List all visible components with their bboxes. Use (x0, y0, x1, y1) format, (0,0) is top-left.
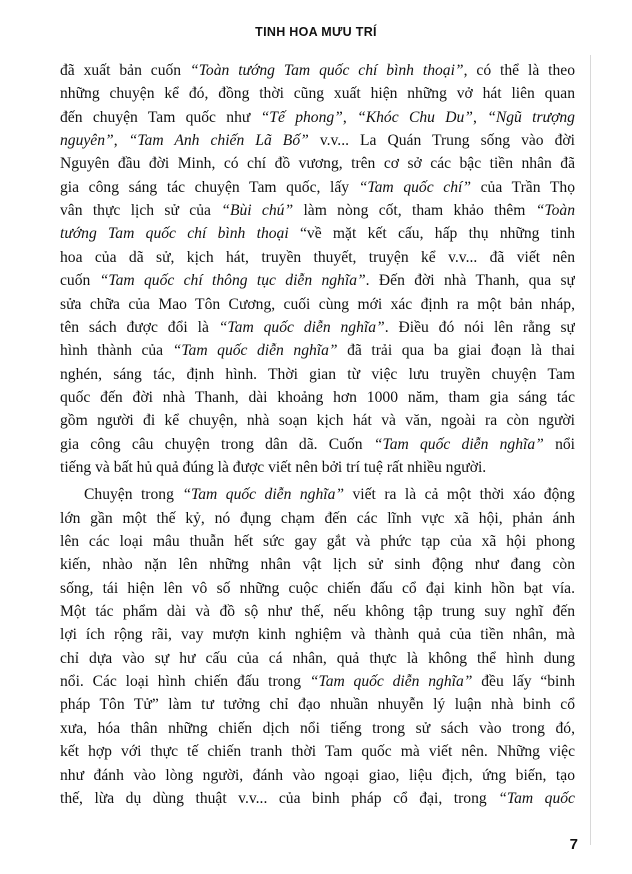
text-run: , (472, 108, 488, 126)
text-line (60, 741, 575, 763)
italic-title: “Tam quốc diễn nghĩa” (182, 486, 345, 504)
text-line (60, 765, 575, 787)
text-line (60, 788, 575, 810)
text-line (60, 508, 575, 530)
text-line (60, 83, 575, 105)
text-run: gia công câu chuyện trong dân dã. Cuốn (60, 435, 374, 453)
text-run: xưa, hóa thân những chiến dịch nổi tiếng trong sử sách vào trong đó, (60, 719, 575, 737)
text-line (60, 60, 575, 82)
text-line (60, 648, 575, 670)
text-line (60, 153, 575, 175)
text-run: vân thực lịch sử của (60, 202, 222, 220)
text-line (60, 223, 575, 245)
text-run: Nguyên đầu đời Minh, có chí đồ vương, trên cơ sở các bậc tiền nhân đã (60, 155, 575, 173)
text-line (60, 601, 575, 623)
text-run: . Điều đó nói lên rằng sự (384, 318, 575, 336)
text-run: đến chuyện Tam quốc như (60, 108, 261, 126)
text-run: viết ra là cả một thời xáo động (344, 486, 575, 504)
text-line (60, 247, 575, 269)
text-run: v.v... La Quán Trung sống vào đời (308, 132, 575, 150)
text-run: Một tác phẩm dài và đồ sộ như thế, nếu không tập trung suy nghĩ đến (60, 603, 575, 621)
text-run: kiến, nhào nặn lên những nhân vật lịch sử sinh động như đang còn (60, 556, 575, 574)
italic-title: “Tam quốc diễn nghĩa” (373, 435, 544, 453)
text-run: lợi ích rộng rãi, vay mượn kinh nghiệm và thành quả của tiền nhân, mà (60, 626, 575, 644)
italic-title: “Tam quốc (498, 789, 575, 807)
italic-title: “Toàn tướng Tam quốc chí bình thoại” (190, 62, 464, 79)
text-line (60, 457, 575, 479)
text-run: chỉ dựa vào sự hư cấu của cá nhân, quả thực là không thể hình dung (60, 649, 575, 667)
text-line (60, 200, 575, 222)
text-run: lớn gần một thế kỷ, nó đụng chạm đến các lĩnh vực xã hội, phản ánh (60, 509, 575, 527)
text-run: . Đến đời nhà Thanh, qua sự (365, 272, 575, 290)
text-line (60, 624, 575, 646)
text-run: sống, tái hiện lên vô số những cuộc chiến đấu cổ đại kinh hồn bạt vía. (60, 579, 575, 597)
italic-title: “Khóc Chu Du” (357, 108, 473, 126)
text-run: , có thể là theo (463, 62, 575, 79)
italic-title: “Tam quốc diễn nghĩa” (309, 673, 473, 691)
text-run: đã xuất bản cuốn (60, 62, 191, 79)
text-run: quốc đến đời nhà Thanh, dài khoảng hơn 1000 năm, tham gia sáng tác (60, 388, 575, 406)
page-number: 7 (569, 836, 578, 853)
text-line (60, 177, 575, 199)
italic-title: “Tam quốc diễn nghĩa” (172, 342, 338, 360)
text-run: hình thành của (60, 342, 173, 360)
text-run: làm nòng cốt, tham khảo thêm (293, 202, 536, 220)
text-line (60, 718, 575, 740)
text-line (60, 130, 575, 152)
text-line (84, 484, 575, 506)
text-run: lên các loại mâu thuẫn hết sức gay gắt và phức tạp của xã hội phong (60, 533, 575, 550)
text-run: cuốn (60, 272, 100, 290)
italic-title: tướng Tam quốc chí bình thoại (60, 225, 289, 243)
text-line (60, 694, 575, 716)
text-run: hoa của dã sử, kịch hát, truyền thuyết, truyện kể v.v... đã viết nên (60, 248, 575, 266)
text-run: nổi. Các loại hình chiến đấu trong (60, 673, 310, 691)
text-line (60, 364, 575, 386)
text-run: , (113, 132, 129, 150)
text-line (60, 270, 575, 292)
text-run: pháp Tôn Tử” làm tư tưởng chỉ đạo nhuần nhuyễn lý luận nhà binh cổ (60, 696, 575, 714)
text-line (60, 317, 575, 339)
text-run: nổi (543, 435, 575, 453)
text-line (60, 410, 575, 432)
text-run: như đánh vào lòng người, đánh vào ngoại giao, liệu địch, ứng biến, tạo (60, 766, 575, 784)
page-edge-mark (590, 55, 591, 845)
italic-title: “Bùi chú” (221, 202, 294, 220)
text-line (60, 578, 575, 600)
italic-title: “Tam Anh chiến Lã Bố” (128, 132, 309, 150)
text-run: của Trần Thọ (471, 178, 575, 196)
text-line (60, 294, 575, 316)
text-line (60, 531, 575, 553)
text-line (60, 107, 575, 129)
text-run: đều lấy “binh (472, 673, 575, 691)
text-line (60, 340, 575, 362)
text-run: tên sách được đổi là (60, 318, 219, 336)
text-run: “về mặt kết cấu, hấp thụ những tinh (288, 225, 575, 243)
text-run: nghén, sáng tác, định hình. Thời gian từ việc lưu truyền chuyện Tam (60, 365, 575, 383)
text-line (60, 434, 575, 456)
text-line (60, 387, 575, 409)
italic-title: “Ngũ trượng (487, 108, 575, 126)
italic-title: “Toàn (535, 202, 575, 220)
text-run: gia công sáng tác chuyện Tam quốc, lấy (60, 178, 359, 196)
italic-title: “Tam quốc diễn nghĩa” (218, 318, 385, 336)
running-head: TINH HOA MƯU TRÍ (255, 25, 377, 39)
text-run: thế, lừa dụ dùng thuật v.v... của binh pháp cổ đại, trong (60, 789, 499, 807)
italic-title: “Tam quốc chí thông tục diễn nghĩa” (99, 272, 366, 290)
text-run: , (342, 108, 358, 126)
text-run: tiếng và bất hủ quả đúng là được viết nên bởi trí tuệ rất nhiều người. (60, 458, 487, 476)
text-run: Chuyện trong (84, 486, 183, 504)
text-run: gồm người đi kể chuyện, nhà soạn kịch hát và văn, ngoài ra còn người (60, 412, 575, 430)
text-line (60, 671, 575, 693)
italic-title: “Tế phong” (260, 108, 343, 126)
text-run: kết hợp với thực tế chiến tranh thời Tam quốc mà viết nên. Những việc (60, 743, 575, 761)
text-run: sửa chữa của Mao Tôn Cương, cuối cùng mới xác định ra một bản nháp, (60, 295, 575, 313)
italic-title: nguyên” (60, 132, 114, 150)
text-line (60, 554, 575, 576)
text-run: đã trải qua ba giai đoạn là thai (337, 342, 575, 360)
text-run: những chuyện kể đó, đồng thời cũng xuất hiện những vở hát liên quan (60, 85, 575, 103)
italic-title: “Tam quốc chí” (358, 178, 471, 196)
